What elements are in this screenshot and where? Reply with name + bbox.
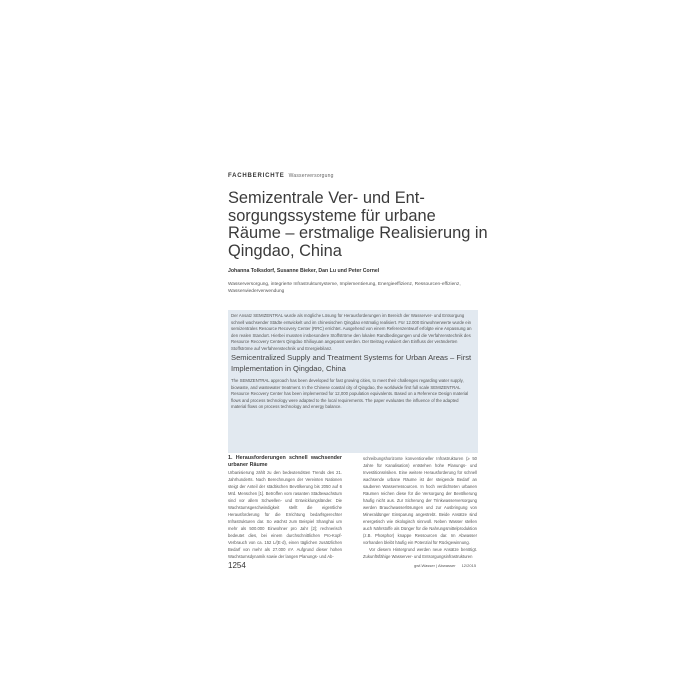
section-header xyxy=(228,173,334,179)
journal-name: gwf-Wasser | Abwasser xyxy=(414,563,456,568)
article-title: Semizentrale Ver- und Ent-sorgungssysteme für urbane Räume – erstmalige Realisierung in Qingdao, China xyxy=(228,189,488,260)
page-number: 1254 xyxy=(228,561,246,570)
article-keywords: Wasserversorgung, integrierte Infrastruktursysteme, Implementierung, Energieeffizienz, Ressourcen-effizienz, Wasserwiederverwendung xyxy=(228,282,461,294)
body-column-right xyxy=(363,455,477,560)
journal-footer xyxy=(414,563,476,568)
body-paragraph-right-2: Vor diesem Hintergrund werden neue Ansätze benötigt. Zukunftsfähige Wasserver- und Entsorgungsinfrastrukturen xyxy=(363,547,477,559)
abstract-german: Der Ansatz SEMIZENTRAL wurde als mögliche Lösung für Herausforderungen im Bereich der Wasserver- und Entsorgung schnell wachsender Städte entwickelt und im chinesischen Qingdao erstmalig realisiert. Für 12.000 Einwohnerwerte wurde ein semizentrales Resource Recovery Center (RRC) errichtet. Ausgehend von einem Referenzentwurf erfolgte eine Anpassung an den realen Standort. Hierbei mussten insbesondere Stoffströme den lokalen Randbedingungen und die Verfahrenstechnik des Resource Recovery Centers Qingdao Shiliuyuan angepasst werden. Der Beitrag evaluiert den Einfluss der veränderten Stoffströme auf Verfahrenstechnik und Energiebilanz. xyxy=(231,313,472,351)
body-column-left xyxy=(228,455,342,560)
section-category: FACHBERICHTE xyxy=(228,173,285,179)
section-heading: 1. Herausforderungen schnell wachsender urbaner Räume xyxy=(228,455,342,468)
english-title: Semicentralized Supply and Treatment Systems for Urban Areas – First Implementation in Qingdao, China xyxy=(231,353,472,373)
journal-issue: 12/2015 xyxy=(461,563,477,568)
section-subcategory: Wasserversorgung xyxy=(288,173,334,179)
body-paragraph-left: Urbanisierung zählt zu den bedeutendsten Trends des 21. Jahrhunderts. Nach Berechnungen der Vereinten Nationen steigt der Anteil der städtischen Bevölkerung bis 2050 auf 6 Mrd. Menschen [1]. Betroffen vom rasanten Städtewachstum sind vor allem Schwellen- und Entwicklungsländer. Die Wachstumsgeschwindigkeit stellt die eigentliche Herausforderung für die Errichtung bedarfsgerechter Infrastrukturen dar. So wächst zum Beispiel Shanghai um mehr als 500.000 Einwohner pro Jahr [2]; rechnerisch bedeutet dies, bei einem durchschnittlichen Pro-Kopf-Verbrauch von ca. 152 L/(E·d), einen täglichen zusätzlichen Bedarf von mehr als 27.000 m³. Aufgrund dieser hohen Wachstumsdynamik sowie der langen Planungs- und Ab- xyxy=(228,470,342,560)
body-paragraph-right: schreibungshorizonte konventioneller Infrastrukturen (≥ 50 Jahre für Kanalisation) entstehen hohe Planungs- und Investitionsrisiken. Eine weitere Herausforderung für schnell wachsende urbane Räume ist der steigende Bedarf an sauberen Wasserressourcen. In hoch verdichteten urbanen Räumen reichen diese für die Versorgung der Bevölkerung häufig nicht aus. Zur Sicherung der Trinkwasserversorgung werden Brauchwasserlösungen und zur Ausbringung von Mineraldünger Einsparung angestrebt. Beide Ansätze sind energetisch wie ökologisch sinnvoll. Neben Wasser stellen auch Nährstoffe als Dünger für die Nahrungsmittelproduktion (z.B. Phosphor) knappe Ressourcen dar. Im Abwasser vorhanden bleibt häufig ein Potenzial für Rückgewinnung. xyxy=(363,456,477,545)
article-authors: Johanna Tolksdorf, Susanne Bieker, Dan Lu und Peter Cornel xyxy=(228,268,380,274)
abstract-english: The SEMIZENTRAL approach has been developed for fast growing cities, to meet their challenges regarding water supply, biowaste, and wastewater treatment. In the Chinese coastal city of Qingdao, the worldwide first full scale SEMIZENTRAL Resource Recovery Center has been implemented for 12,000 population equivalents. Based on a Reference Design material flows and process technology were adapted to the local requirements. The paper evaluates the influence of the adapted material flows on process technology and energy balance. xyxy=(231,378,469,410)
